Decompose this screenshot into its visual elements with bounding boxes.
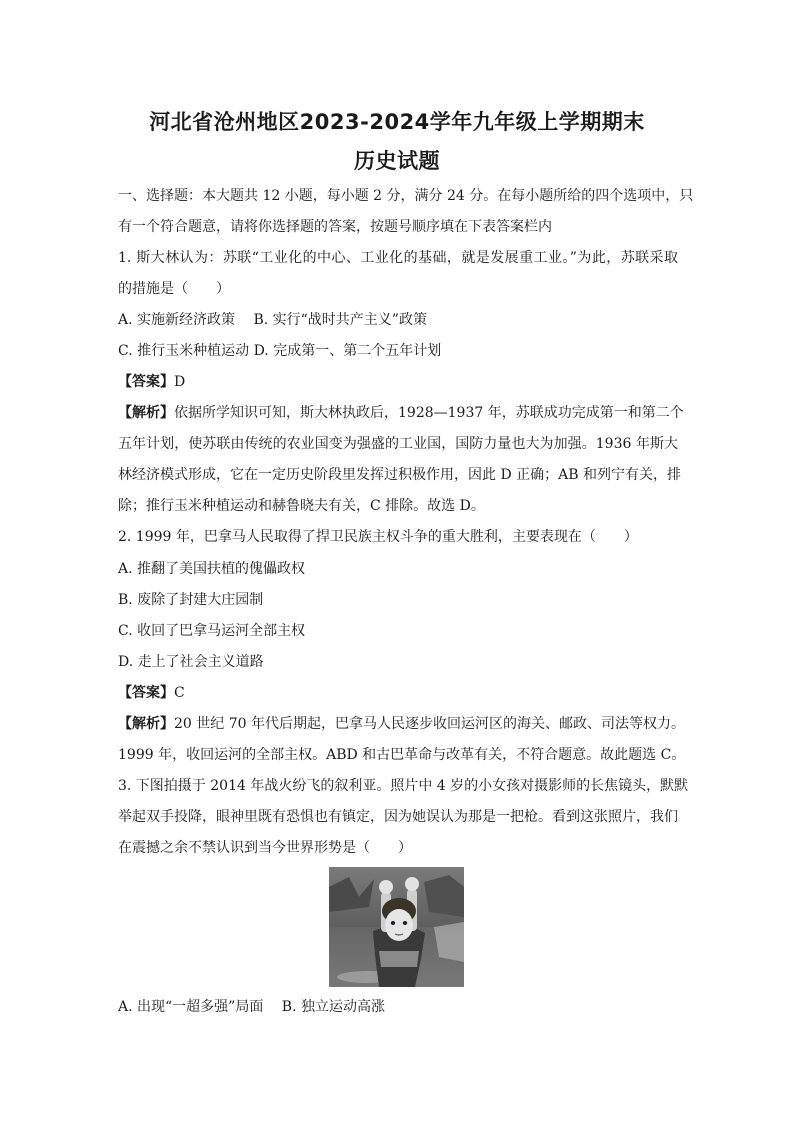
q2-analysis-line-1 (118, 714, 685, 734)
q2-option-d: D. 走上了社会主义道路 (118, 654, 264, 670)
q2-analysis-line-2: 1999 年，收回运河的全部主权。ABD 和古巴革命与改革有关，不符合题意。故此题选 C。 (118, 747, 686, 763)
answer-label: 【答案】 (118, 685, 174, 701)
answer-label: 【答案】 (118, 374, 174, 390)
q1-stem-line-2: 的措施是（ ） (118, 281, 230, 297)
q2-option-b: B. 废除了封建大庄园制 (118, 592, 264, 608)
analysis-text: 依据所学知识可知，斯大林执政后，1928—1937 年，苏联成功完成第一和第二个 (174, 405, 684, 421)
document-title: 河北省沧州地区2023-2024学年九年级上学期期末 (149, 110, 645, 134)
q1-analysis-line-1 (118, 403, 684, 423)
q3-options-row-1: A. 出现“一超多强”局面 B. 独立运动高涨 (118, 999, 385, 1015)
analysis-label: 【解析】 (118, 405, 174, 421)
q1-analysis-line-3: 林经济模式形成，它在一定历史阶段里发挥过积极作用，因此 D 正确；AB 和列宁有关，排 (118, 467, 681, 483)
section-intro-line-1: 一、选择题：本大题共 12 小题，每小题 2 分，满分 24 分。在每小题所给的四个选项中，只 (118, 188, 694, 204)
q3-stem-line-1: 3. 下图拍摄于 2014 年战火纷飞的叙利亚。照片中 4 岁的小女孩对摄影师的长焦镜头，默默 (118, 778, 689, 794)
q2-option-a: A. 推翻了美国扶植的傀儡政权 (118, 561, 306, 577)
q1-analysis-line-4: 除；推行玉米种植运动和赫鲁晓夫有关，C 排除。故选 D。 (118, 498, 485, 514)
q1-answer (118, 372, 678, 392)
q1-options-row-1: A. 实施新经济政策 B. 实行“战时共产主义”政策 (118, 312, 427, 328)
q1-analysis-line-2: 五年计划，使苏联由传统的农业国变为强盛的工业国，国防力量也大为加强。1936 年斯大 (118, 436, 678, 452)
q3-stem-line-3: 在震撼之余不禁认识到当今世界形势是（ ） (118, 840, 412, 856)
q3-stem-line-2: 举起双手投降，眼神里既有恐惧也有镇定，因为她误认为那是一把枪。看到这张照片，我们 (118, 809, 678, 825)
q2-option-c: C. 收回了巴拿马运河全部主权 (118, 623, 306, 639)
q1-options-row-2: C. 推行玉米种植运动 D. 完成第一、第二个五年计划 (118, 343, 442, 359)
q2-answer (118, 683, 678, 703)
section-intro-line-2: 有一个符合题意，请将你选择题的答案，按题号顺序填在下表答案栏内 (118, 219, 552, 235)
analysis-text: 20 世纪 70 年代后期起，巴拿马人民逐步收回运河区的海关、邮政、司法等权力。 (174, 716, 685, 732)
answer-value: D (174, 374, 186, 390)
q1-stem-line-1: 1. 斯大林认为：苏联“工业化的中心、工业化的基础，就是发展重工业。”为此，苏联采取 (118, 250, 678, 266)
q2-stem: 2. 1999 年，巴拿马人民取得了捍卫民族主权斗争的重大胜利，主要表现在（ ） (118, 529, 638, 545)
answer-value: C (174, 685, 185, 701)
document-subtitle: 历史试题 (354, 149, 440, 173)
analysis-label: 【解析】 (118, 716, 174, 732)
syrian-girl-photo (329, 867, 464, 987)
